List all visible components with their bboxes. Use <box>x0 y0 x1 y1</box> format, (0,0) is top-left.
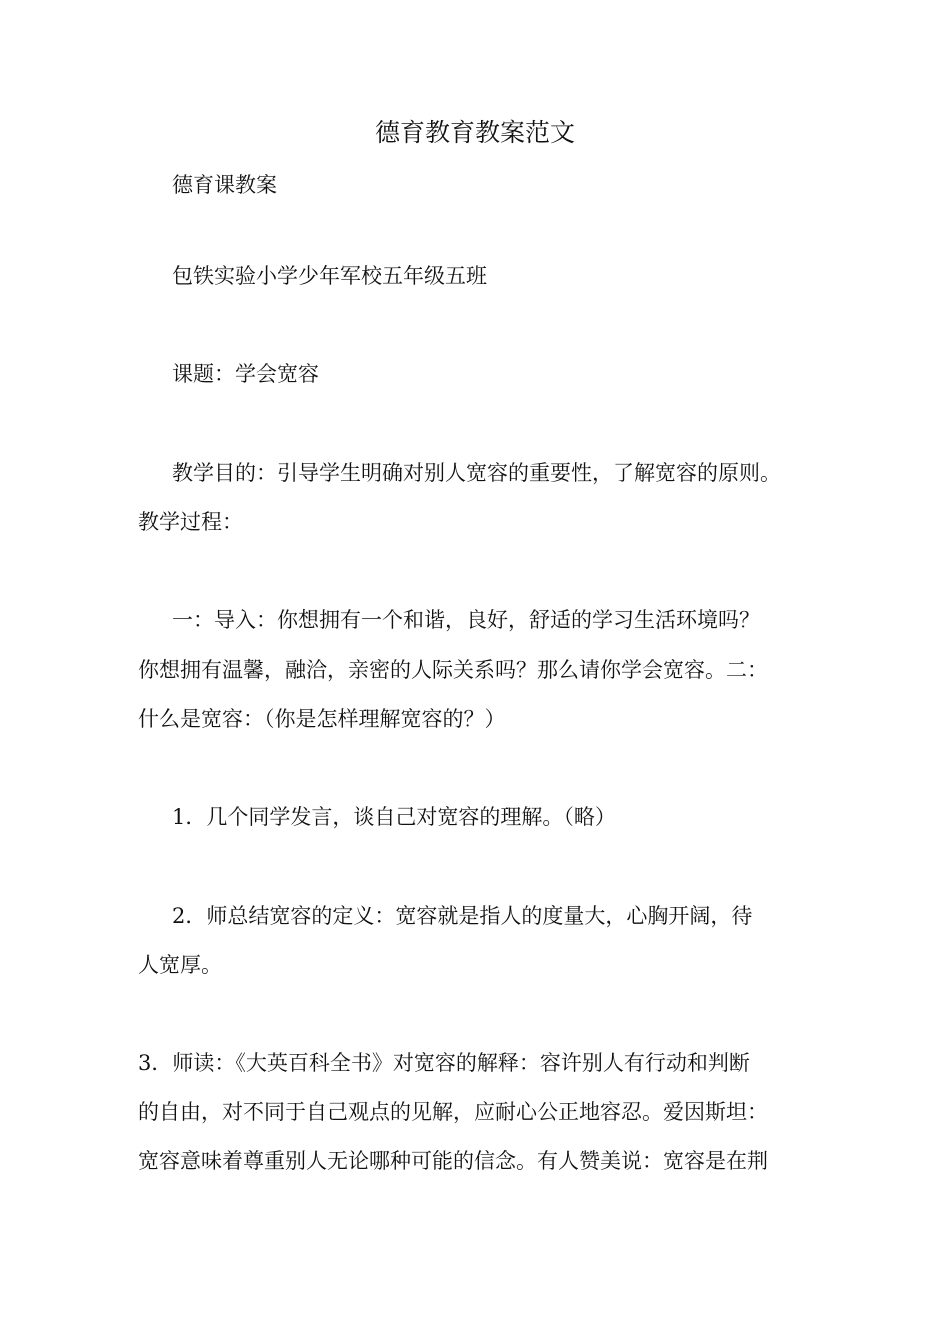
paragraph-line: 2．师总结宽容的定义：宽容就是指人的度量大，心胸开阔，待 <box>172 904 753 928</box>
paragraph-line: 德育课教案 <box>172 173 277 197</box>
paragraph-line: 你想拥有温馨，融洽，亲密的人际关系吗？那么请你学会宽容。二： <box>138 658 768 682</box>
paragraph-line: 什么是宽容：（你是怎样理解宽容的？） <box>138 707 506 731</box>
paragraph-line: 课题：学会宽容 <box>172 362 319 386</box>
paragraph-line: 包铁实验小学少年军校五年级五班 <box>172 264 487 288</box>
document-title: 德育教育教案范文 <box>374 118 575 147</box>
paragraph-line: 教学过程： <box>138 510 243 534</box>
paragraph-line: 教学目的：引导学生明确对别人宽容的重要性，了解宽容的原则。 <box>172 461 781 485</box>
paragraph-line: 一：导入：你想拥有一个和谐，良好，舒适的学习生活环境吗？ <box>172 608 760 632</box>
paragraph-line: 3．师读：《大英百科全书》对宽容的解释：容许别人有行动和判断 <box>138 1051 750 1075</box>
paragraph-line: 1．几个同学发言，谈自己对宽容的理解。（略） <box>172 805 616 829</box>
paragraph-line: 人宽厚。 <box>138 953 222 977</box>
paragraph-line: 宽容意味着尊重别人无论哪种可能的信念。有人赞美说：宽容是在荆 <box>138 1149 768 1173</box>
paragraph-line: 的自由，对不同于自己观点的见解，应耐心公正地容忍。爱因斯坦： <box>138 1100 768 1124</box>
